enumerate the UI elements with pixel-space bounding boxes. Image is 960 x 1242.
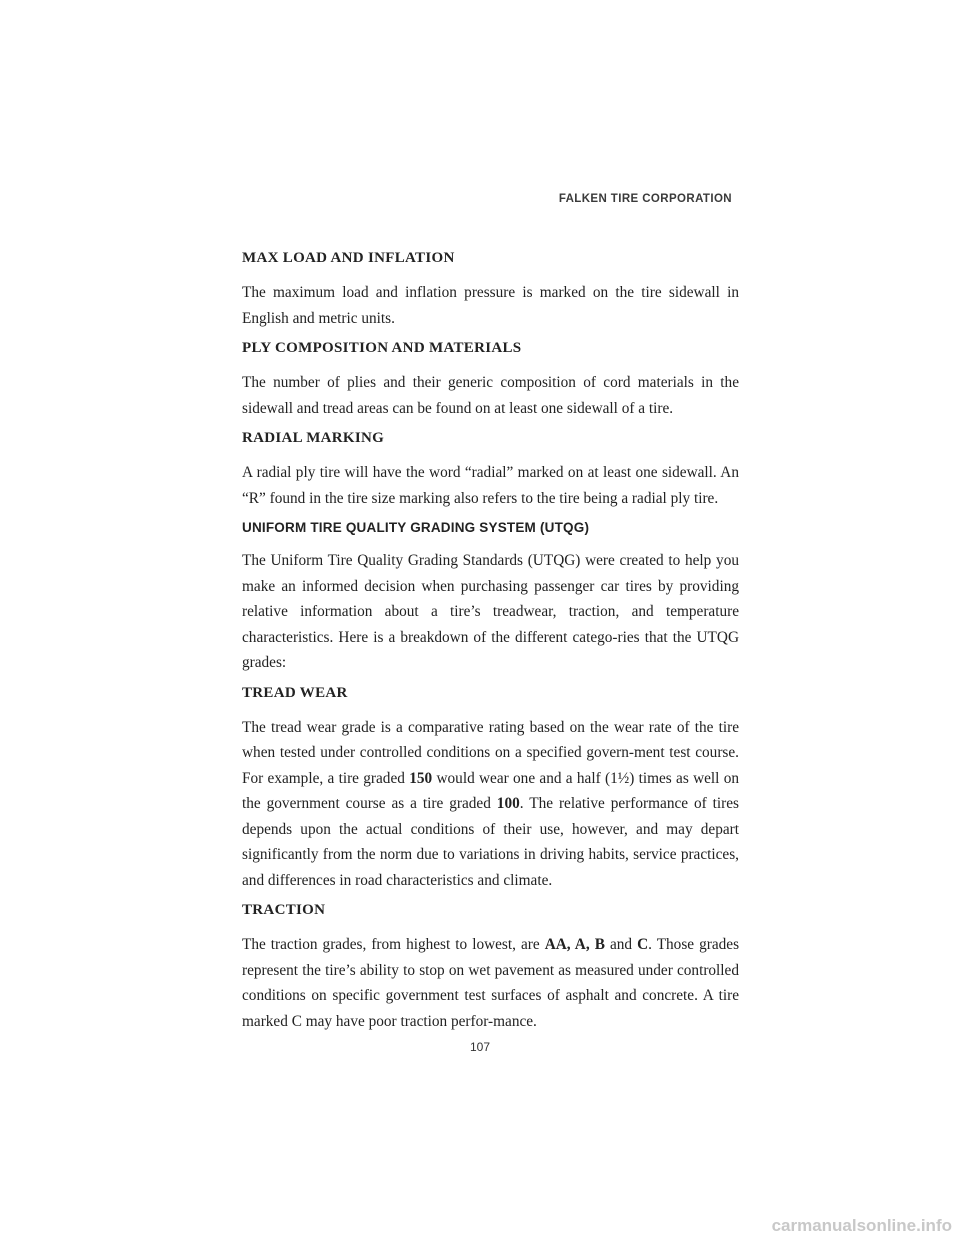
- tread-wear-grade-100: 100: [496, 795, 520, 812]
- heading-max-load: MAX LOAD AND INFLATION: [242, 250, 455, 266]
- traction-text-1: The traction grades, from highest to lowest, are: [242, 936, 540, 953]
- section-utqg: [242, 520, 739, 676]
- traction-text-3: . Those grades represent the tire’s ability to stop on wet pavement as measured under controlled conditions on specific government test surfaces of asphalt and concrete. A tire marked C may have poor traction perfor-mance.: [242, 936, 740, 1030]
- section-traction: [242, 902, 739, 1034]
- page-number: 107: [469, 1040, 491, 1054]
- running-header: FALKEN TIRE CORPORATION: [558, 193, 732, 205]
- section-ply: [242, 340, 739, 421]
- section-tread-wear: [242, 685, 739, 894]
- heading-tread-wear: TREAD WEAR: [242, 684, 348, 701]
- page-content: [242, 250, 739, 1043]
- tread-wear-text-1: The tread wear grade is a comparative rating based on the wear rate of the tire when tested under controlled conditions on a specified govern-ment test course. For example, a tire graded: [242, 718, 739, 787]
- heading-radial: RADIAL MARKING: [242, 430, 385, 446]
- paragraph-tread-wear: [242, 715, 739, 894]
- heading-ply: PLY COMPOSITION AND MATERIALS: [242, 340, 522, 356]
- paragraph-radial: A radial ply tire will have the word “radial” marked on at least one sidewall. An “R” found in the tire size marking also refers to the tire being a radial ply tire.: [242, 464, 739, 507]
- watermark: carmanualsonline.info: [771, 1216, 952, 1235]
- traction-text-2: and: [609, 936, 633, 953]
- tread-wear-text-3: . The relative performance of tires depends upon the actual conditions of their use, however, and may depart significantly from the norm due to variations in driving habits, service practices, and differences in road characteristics and climate.: [242, 795, 739, 889]
- tread-wear-grade-150: 150: [409, 769, 433, 787]
- paragraph-utqg: The Uniform Tire Quality Grading Standards (UTQG) were created to help you make an informed decision when purchasing passenger car tires by providing relative information about a tire’s treadwear, traction, and temperature characteristics. Here is a breakdown of the different catego-ries that the UTQG grades:: [242, 552, 739, 671]
- heading-traction: TRACTION: [242, 902, 326, 918]
- section-radial: [242, 430, 739, 511]
- paragraph-max-load: The maximum load and inflation pressure is marked on the tire sidewall in English and metric units.: [242, 284, 739, 327]
- tread-wear-text-2: would wear one and a half (1½) times as well on the government course as a tire graded: [242, 769, 740, 812]
- traction-grades: AA, A, B: [544, 936, 605, 953]
- traction-grade-c: C: [637, 936, 649, 953]
- paragraph-ply: The number of plies and their generic composition of cord materials in the sidewall and tread areas can be found on at least one sidewall of a tire.: [242, 374, 739, 417]
- heading-utqg: UNIFORM TIRE QUALITY GRADING SYSTEM (UTQG): [242, 520, 590, 535]
- paragraph-traction: [242, 932, 739, 1034]
- section-max-load: [242, 250, 739, 331]
